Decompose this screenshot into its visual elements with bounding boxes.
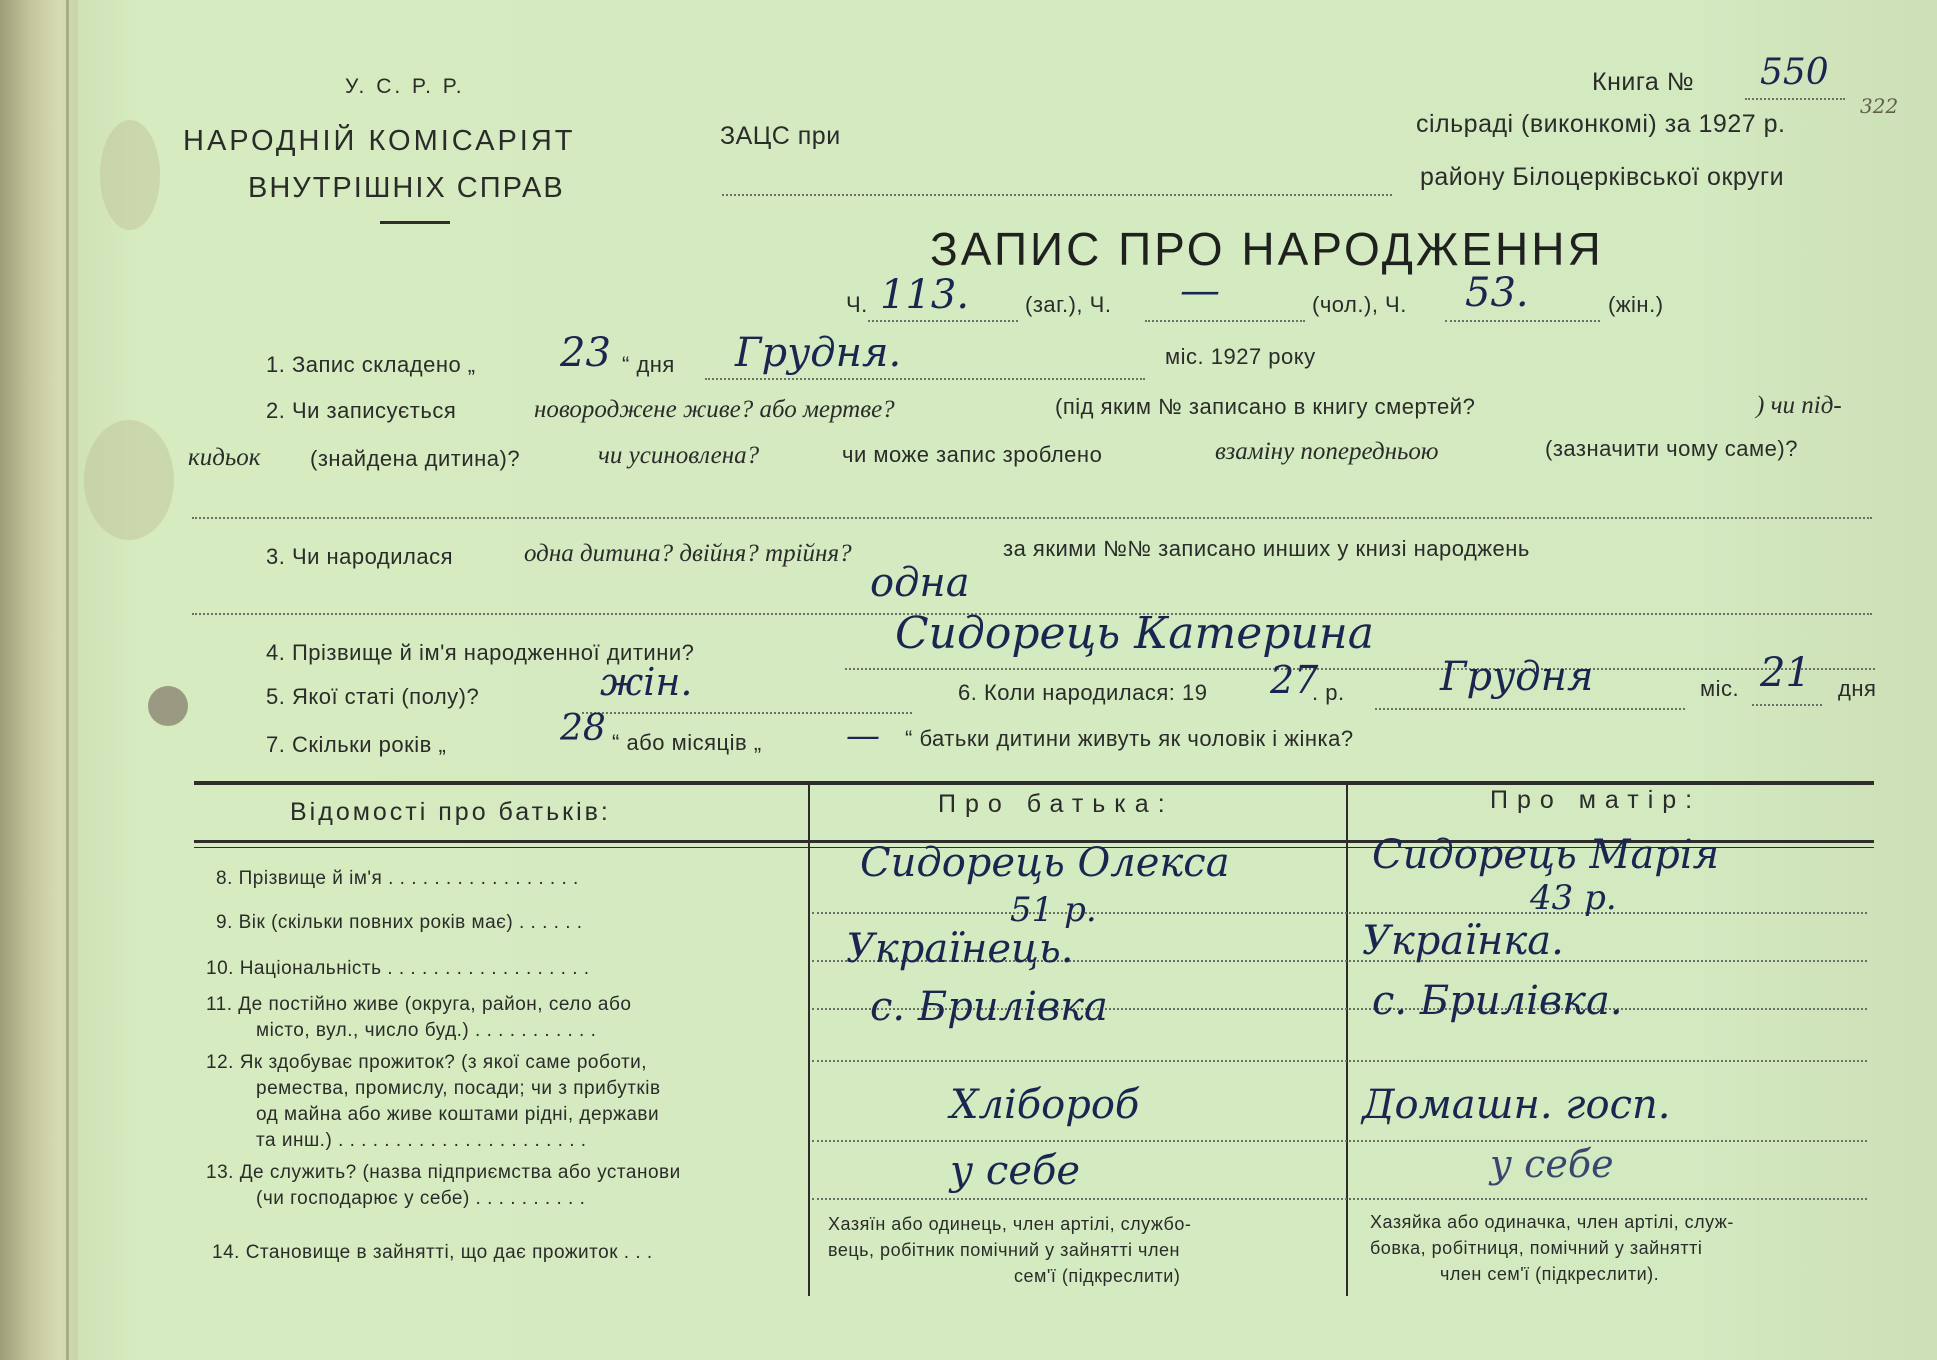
q2-line2-e: взаміну попередньою (1215, 438, 1439, 465)
q2-line1-a: 2. Чи записується (266, 398, 457, 423)
ussr-label: У. С. Р. Р. (345, 75, 465, 98)
row12-label-2: ремества, промислу, посади; чи з прибутків (256, 1078, 661, 1099)
q1-label: 1. Запис складено „ (266, 352, 476, 377)
row11-father: с. Брилівка (870, 984, 1108, 1030)
row14-father-2: вець, робітник помічний у зайнятті член (828, 1240, 1180, 1260)
q6-day-line (1752, 704, 1822, 706)
q6-label: 6. Коли народилася: 19 (958, 680, 1208, 705)
zags-label: ЗАЦС при (720, 122, 841, 150)
row13-father: у себе (950, 1148, 1081, 1194)
row-line (812, 1140, 1867, 1142)
col-header-info: Відомості про батьків: (290, 798, 611, 826)
table-divider-left (808, 781, 810, 1296)
row11-mother: с. Брилівка. (1372, 978, 1623, 1024)
q3-c: за якими №№ записано инших у книзі народжень (1003, 536, 1530, 561)
row10-father: Українець. (846, 926, 1074, 972)
q1-mid: “ дня (622, 352, 675, 377)
row13-label-1: 13. Де служить? (назва підприємства або установи (206, 1162, 681, 1183)
q4-line (845, 668, 1875, 670)
q7-a: 7. Скільки років „ (266, 732, 447, 757)
q2-line2-f: (зазначити чому саме)? (1545, 436, 1798, 461)
q3-a: 3. Чи народилася (266, 544, 454, 569)
binding-hole (148, 686, 188, 726)
header-rule (380, 221, 450, 224)
book-number-line (1745, 98, 1845, 100)
row14-father-1: Хазяїн або одинець, член артілі, службо- (828, 1214, 1192, 1234)
row8-father: Сидорець Олекса (860, 840, 1230, 886)
q6-tail: дня (1838, 676, 1877, 701)
row11-label-1: 11. Де постійно живе (округа, район, село або (206, 994, 632, 1015)
row12-mother: Домашн. госп. (1362, 1082, 1671, 1128)
row11-label-2: місто, вул., число буд.) . . . . . . . . . . . (256, 1020, 597, 1041)
q6-day: 21 (1760, 650, 1811, 696)
row14-mother-1: Хазяйка або одиначка, член артілі, служ- (1370, 1212, 1734, 1232)
q7-years: 28 (560, 708, 606, 749)
commissariat-line-2: ВНУТРІШНІХ СПРАВ (248, 172, 565, 204)
q2-answer-line (192, 517, 1872, 519)
q6-mid: . р. (1312, 680, 1345, 705)
row13-label-2: (чи господарює у себе) . . . . . . . . . . (256, 1188, 586, 1209)
male-label: (чол.), Ч. (1312, 292, 1407, 317)
col-header-mother: Про матір: (1490, 786, 1702, 814)
female-number: 53. (1465, 270, 1529, 316)
q2-line2-b: (знайдена дитина)? (310, 446, 521, 471)
q1-line (705, 378, 1145, 380)
table-divider-right (1346, 781, 1348, 1296)
q4-answer: Сидорець Катерина (895, 608, 1374, 659)
row12-label-1: 12. Як здобуває прожиток? (з якої саме роботи, (206, 1052, 648, 1073)
council-line: сільраді (виконкомі) за 1927 р. (1416, 110, 1786, 138)
q2-line1-d: ) чи під- (1756, 392, 1842, 419)
female-label: (жін.) (1608, 292, 1664, 317)
page-title: ЗАПИС ПРО НАРОДЖЕННЯ (930, 223, 1604, 275)
book-label: Книга № (1592, 68, 1695, 96)
q2-line1-c: (під яким № записано в книгу смертей? (1055, 394, 1476, 419)
q6-year: 27 (1270, 658, 1319, 702)
q3-answer: одна (870, 560, 970, 606)
row9-label: 9. Вік (скільки повних років має) . . . . . . (216, 912, 583, 933)
q7-b: “ або місяців „ (612, 730, 762, 755)
row8-mother: Сидорець Марія (1372, 832, 1720, 878)
q2-line2-a: кидьок (188, 444, 261, 471)
row10-label: 10. Національність . . . . . . . . . . . . . . . . . . (206, 958, 590, 979)
q1-day: 23 (560, 330, 611, 376)
commissariat-line-1: НАРОДНІЙ КОМІСАРІЯТ (183, 125, 576, 157)
row12-father: Хлібороб (950, 1082, 1140, 1128)
book-number: 550 (1760, 52, 1829, 93)
paper-stain (100, 120, 160, 230)
row12-label-3: од майна або живе коштами рідні, держави (256, 1104, 660, 1125)
q7-c: “ батьки дитини живуть як чоловік і жінка? (905, 726, 1354, 751)
q7-months: — (846, 716, 880, 756)
q2-line2-d: чи може запис зроблено (842, 442, 1103, 467)
row9-father: 51 р. (1010, 890, 1097, 930)
male-line (1145, 320, 1305, 322)
q1-month: Грудня. (735, 330, 902, 376)
numbering-ch-label: Ч. (846, 292, 868, 317)
q2-line1-b: новороджене живе? або мертве? (534, 396, 895, 423)
row-line (812, 1198, 1867, 1200)
paper-stain (84, 420, 174, 540)
q5-label: 5. Якої статі (полу)? (266, 684, 480, 709)
total-line (868, 320, 1018, 322)
table-top-rule (194, 781, 1874, 785)
row14-label: 14. Становище в зайнятті, що дає прожиток . . . (212, 1242, 653, 1263)
q3-b: одна дитина? двійня? трійня? (524, 540, 852, 567)
q1-tail: міс. 1927 року (1165, 344, 1316, 369)
row14-mother-2: бовка, робітниця, помічний у зайнятті (1370, 1238, 1703, 1258)
row9-mother: 43 р. (1530, 878, 1617, 918)
row14-father-3: сем'ї (підкреслити) (1014, 1266, 1181, 1286)
zags-line (722, 194, 1392, 196)
q6-mis: міс. (1700, 676, 1740, 701)
male-number: — (1180, 268, 1220, 314)
q2-line2-c: чи усиновлена? (598, 442, 760, 469)
district-line: району Білоцерківської округи (1420, 163, 1785, 191)
q6-month-line (1375, 708, 1685, 710)
page-edge (66, 0, 69, 1360)
row13-mother: у себе (1490, 1142, 1614, 1186)
q4-label: 4. Прізвище й ім'я народженної дитини? (266, 640, 695, 665)
row-line (812, 1060, 1867, 1062)
q6-month: Грудня (1440, 654, 1594, 700)
row14-mother-3: член сем'ї (підкреслити). (1440, 1264, 1660, 1284)
row10-mother: Українка. (1362, 918, 1564, 964)
q5-answer: жін. (600, 660, 693, 704)
total-label: (заг.), Ч. (1025, 292, 1112, 317)
corner-number: 322 (1860, 94, 1899, 118)
total-number: 113. (880, 272, 970, 318)
row-line (812, 912, 1867, 914)
col-header-father: Про батька: (938, 790, 1174, 818)
row12-label-4: та инш.) . . . . . . . . . . . . . . . . . . . . . . (256, 1130, 587, 1151)
q5-line (582, 712, 912, 714)
female-line (1445, 320, 1600, 322)
row8-label: 8. Прізвище й ім'я . . . . . . . . . . . . . . . . . (216, 868, 579, 889)
